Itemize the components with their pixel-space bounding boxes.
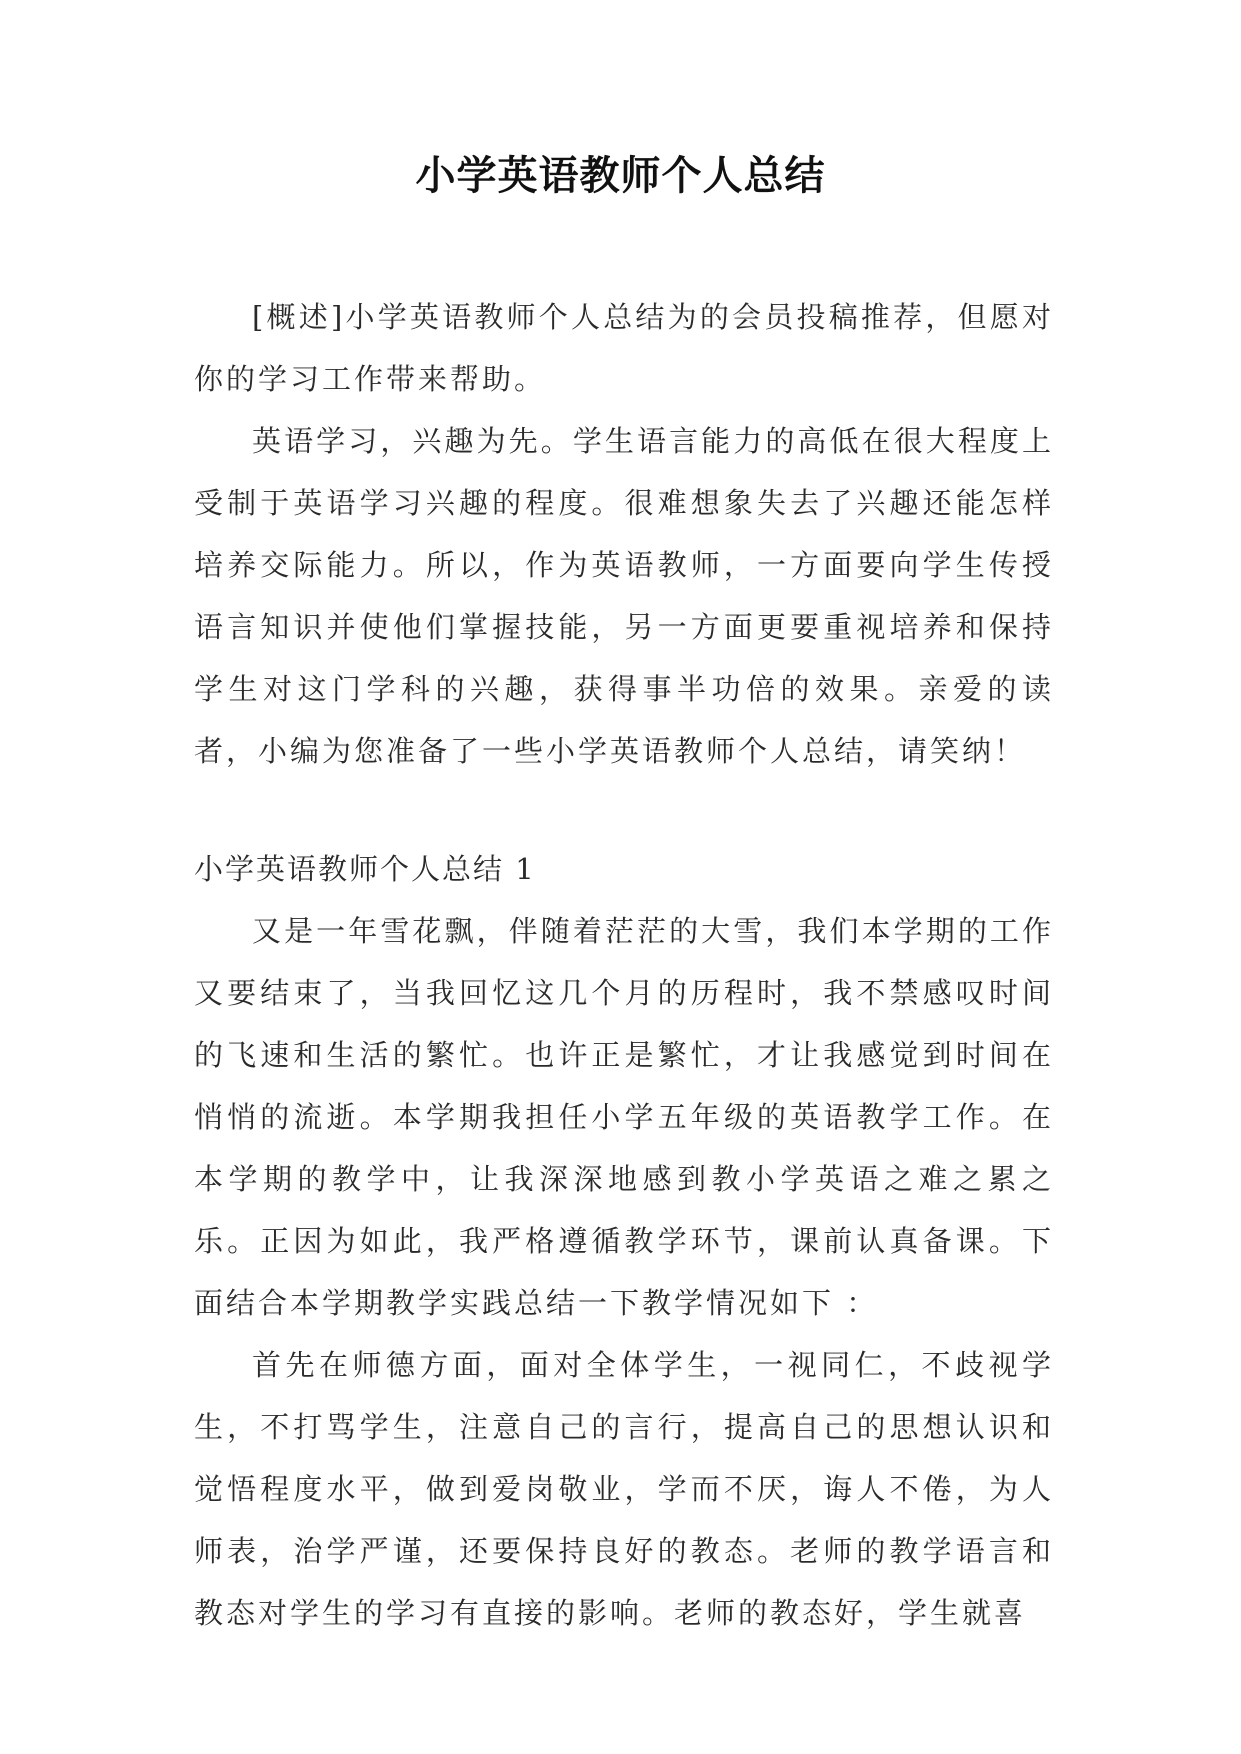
section-paragraph-2: 首先在师德方面，面对全体学生，一视同仁，不歧视学生，不打骂学生，注意自己的言行，提高自己的思想认识和觉悟程度水平，做到爱岗敬业，学而不厌，诲人不倦，为人师表，治学严谨，还要保持良好的教态。老师的教学语言和教态对学生的学习有直接的影响。老师的教态好，学生就喜 — [194, 1348, 1054, 1630]
section-paragraph-1: 又是一年雪花飘，伴随着茫茫的大雪，我们本学期的工作又要结束了，当我回忆这几个月的历程时，我不禁感叹时间的飞速和生活的繁忙。也许正是繁忙，才让我感觉到时间在悄悄的流逝。本学期我担任小学五年级的英语教学工作。在本学期的教学中，让我深深地感到教小学英语之难之累之乐。正因为如此，我严格遵循教学环节，课前认真备课。下面结合本学期教学实践总结一下教学情况如下 ： — [194, 914, 1054, 1320]
document-title: 小学英语教师个人总结 — [415, 152, 826, 199]
summary-paragraph: [概述]小学英语教师个人总结为的会员投稿推荐，但愿对你的学习工作带来帮助。 — [194, 300, 1054, 396]
document-body — [194, 286, 1054, 1644]
intro-paragraph: 英语学习，兴趣为先。学生语言能力的高低在很大程度上受制于英语学习兴趣的程度。很难想象失去了兴趣还能怎样培养交际能力。所以，作为英语教师，一方面要向学生传授语言知识并使他们掌握技能，另一方面更要重视培养和保持学生对这门学科的兴趣，获得事半功倍的效果。亲爱的读者，小编为您准备了一些小学英语教师个人总结，请笑纳！ — [194, 424, 1054, 768]
section-heading: 小学英语教师个人总结 1 — [194, 852, 536, 886]
